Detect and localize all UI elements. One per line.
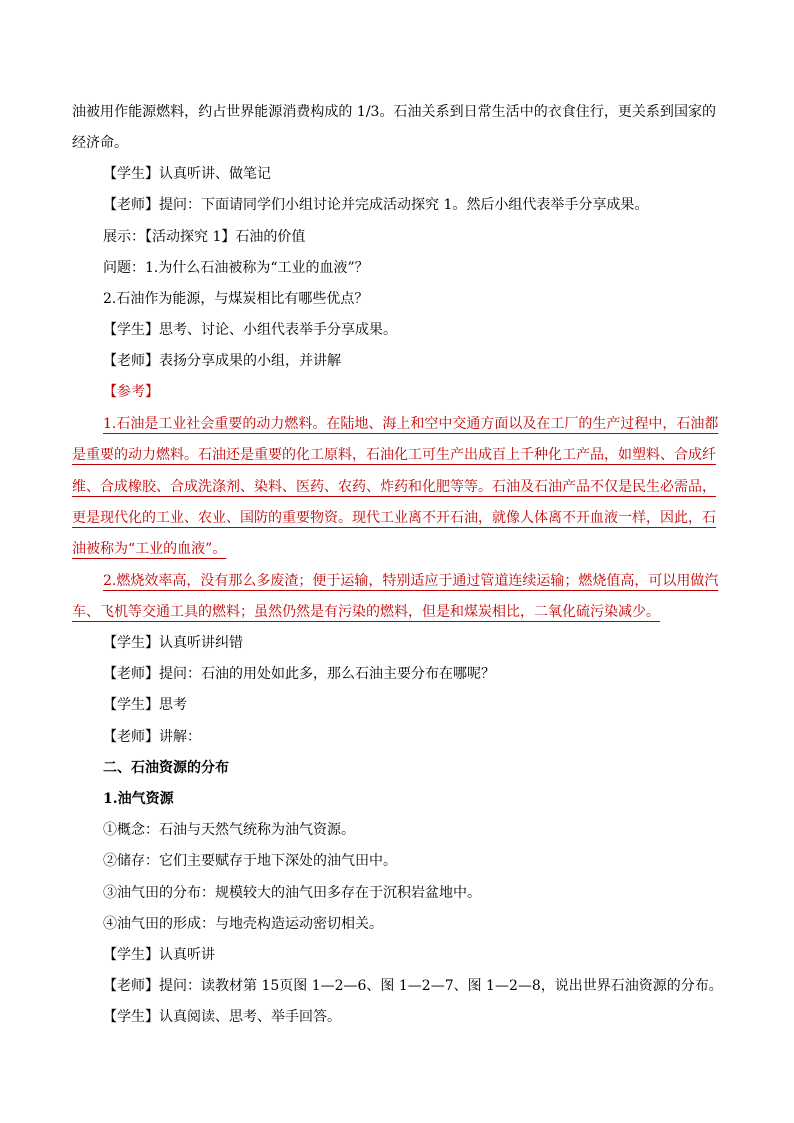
teacher-line: 【老师】提问：石油的用处如此多，那么石油主要分布在哪呢？ [103, 666, 495, 682]
reference-answer-line: 是重要的动力燃料。石油还是重要的化工原料，石油化工可生产出成百上千种化工产品，如塑料、合成纤 [72, 447, 716, 463]
paragraph-line: 油被用作能源燃料，约占世界能源消费构成的 1/3。石油关系到日常生活中的衣食住行，更关系到国家的 [72, 104, 716, 120]
reference-answer-line: 2.燃烧效率高，没有那么多废渣；便于运输，特别适应于通过管道连续运输；燃烧值高，可以用做汽 [103, 573, 719, 589]
list-item: ③油气田的分布：规模较大的油气田多存在于沉积岩盆地中。 [103, 885, 481, 901]
student-line: 【学生】认真听讲、做笔记 [103, 166, 271, 182]
question-line: 问题：1.为什么石油被称为“工业的血液”？ [103, 260, 369, 276]
teacher-line: 【老师】讲解： [103, 729, 201, 745]
teacher-line: 【老师】提问：下面请同学们小组讨论并完成活动探究 1。然后小组代表举手分享成果。 [103, 197, 649, 213]
reference-heading: 【参考】 [103, 384, 159, 400]
list-item: ①概念：石油与天然气统称为油气资源。 [103, 822, 355, 838]
reference-answer-line: 维、合成橡胶、合成洗涤剂、染料、医药、农药、炸药和化肥等等。石油及石油产品不仅是民生必需品， [72, 479, 716, 495]
reference-answer-line: 更是现代化的工业、农业、国防的重要物资。现代工业离不开石油，就像人体离不开血液一样，因此，石 [72, 510, 716, 526]
question-line: 2.石油作为能源，与煤炭相比有哪些优点？ [103, 291, 369, 307]
reference-answer-line: 车、飞机等交通工具的燃料；虽然仍然是有污染的燃料，但是和煤炭相比，二氧化硫污染减少。 [72, 604, 660, 620]
reference-answer-line: 油被称为“工业的血液”。 [72, 541, 227, 557]
student-line: 【学生】认真阅读、思考、举手回答。 [103, 1009, 341, 1025]
reference-answer-line: 1.石油是工业社会重要的动力燃料。在陆地、海上和空中交通方面以及在工厂的生产过程中，石油都 [103, 416, 719, 432]
student-line: 【学生】思考 [103, 697, 187, 713]
subsection-heading: 1.油气资源 [103, 791, 174, 807]
teacher-line: 【老师】提问：读教材第 15页图 1—2—6、图 1—2—7、图 1—2—8，说出世界石油资源的分布。 [103, 978, 723, 994]
list-item: ④油气田的形成：与地壳构造运动密切相关。 [103, 916, 383, 932]
student-line: 【学生】认真听讲 [103, 947, 215, 963]
paragraph-line: 经济命。 [72, 135, 128, 151]
section-heading: 二、石油资源的分布 [103, 760, 229, 776]
teacher-line: 【老师】表扬分享成果的小组，并讲解 [103, 353, 341, 369]
list-item: ②储存：它们主要赋存于地下深处的油气田中。 [103, 853, 397, 869]
student-line: 【学生】思考、讨论、小组代表举手分享成果。 [103, 322, 397, 338]
display-line: 展示：【活动探究 1】石油的价值 [103, 229, 306, 245]
student-line: 【学生】认真听讲纠错 [103, 635, 243, 651]
